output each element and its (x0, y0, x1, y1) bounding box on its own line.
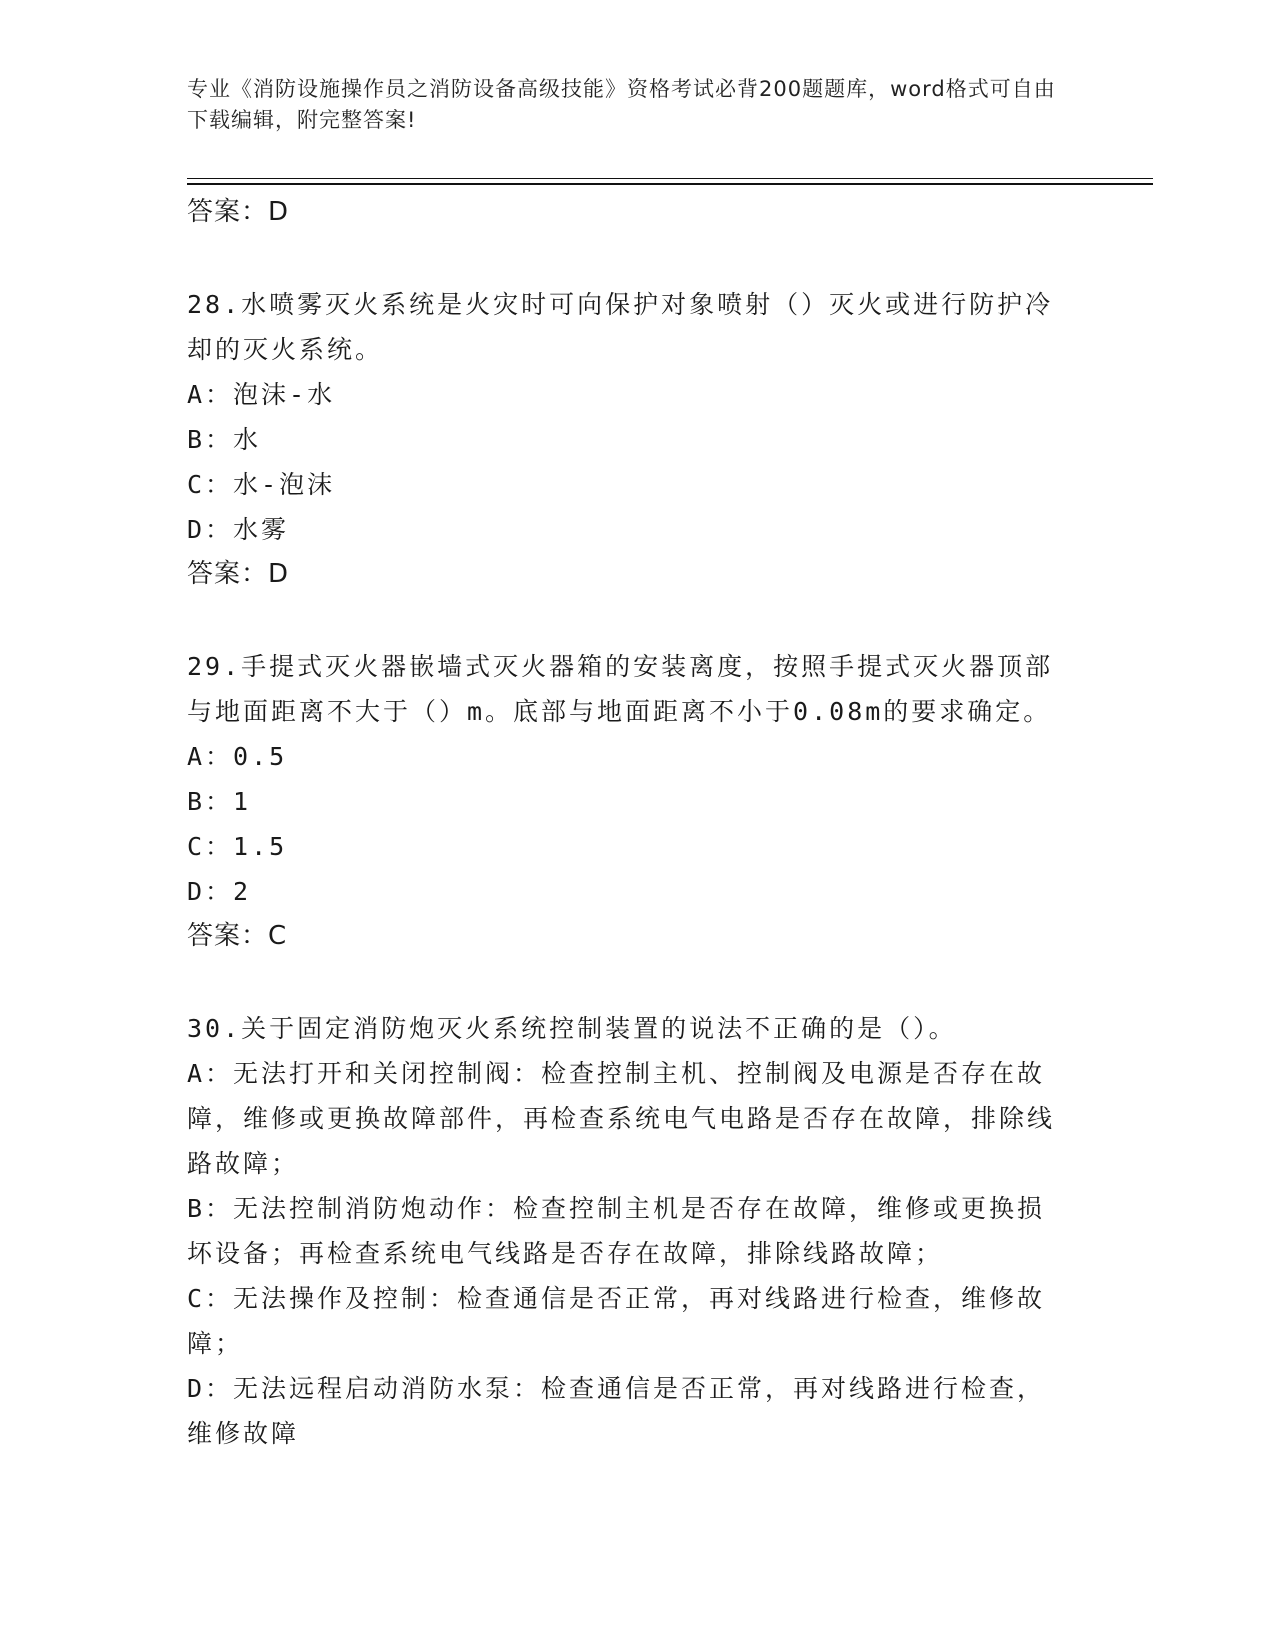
question-30 (187, 1006, 1067, 1456)
question-stem: 29.手提式灭火器嵌墙式灭火器箱的安装离度，按照手提式灭火器顶部与地面距离不大于（）m。底部与地面距离不小于0.08m的要求确定。 (187, 652, 1054, 726)
question-stem: 30.关于固定消防炮灭火系统控制装置的说法不正确的是（）。 (187, 1014, 957, 1043)
option-b: B：水 (187, 425, 262, 454)
option-c: C：1.5 (187, 832, 288, 861)
question-28 (187, 282, 1067, 597)
header-divider-thin (187, 178, 1153, 179)
option-d: D：水雾 (187, 515, 290, 544)
option-d: D：无法远程启动消防水泵：检查通信是否正常，再对线路进行检查，维修故障 (187, 1374, 1046, 1448)
question-list (187, 190, 1067, 1456)
previous-answer: 答案：D (187, 197, 290, 227)
option-d: D：2 (187, 877, 252, 906)
option-c: C：水-泡沫 (187, 470, 336, 499)
option-a: A：无法打开和关闭控制阀：检查控制主机、控制阀及电源是否存在故障，维修或更换故障部件，再检查系统电气电路是否存在故障，排除线路故障； (187, 1059, 1056, 1178)
option-b: B：1 (187, 787, 252, 816)
option-a: A：泡沫-水 (187, 380, 336, 409)
option-b: B：无法控制消防炮动作：检查控制主机是否存在故障，维修或更换损坏设备；再检查系统电气线路是否存在故障，排除线路故障； (187, 1194, 1046, 1268)
question-29 (187, 644, 1067, 959)
header-text: 专业《消防设施操作员之消防设备高级技能》资格考试必背200题题库，word格式可自由下载编辑，附完整答案! (187, 77, 1056, 132)
question-answer: 答案：D (187, 559, 290, 589)
option-c: C：无法操作及控制：检查通信是否正常，再对线路进行检查，维修故障； (187, 1284, 1046, 1358)
question-answer: 答案：C (187, 921, 288, 951)
question-stem: 28.水喷雾灭火系统是火灾时可向保护对象喷射（）灭火或进行防护冷却的灭火系统。 (187, 290, 1054, 364)
header-divider-thick (187, 183, 1153, 185)
option-a: A：0.5 (187, 742, 288, 771)
document-header (187, 74, 1067, 136)
